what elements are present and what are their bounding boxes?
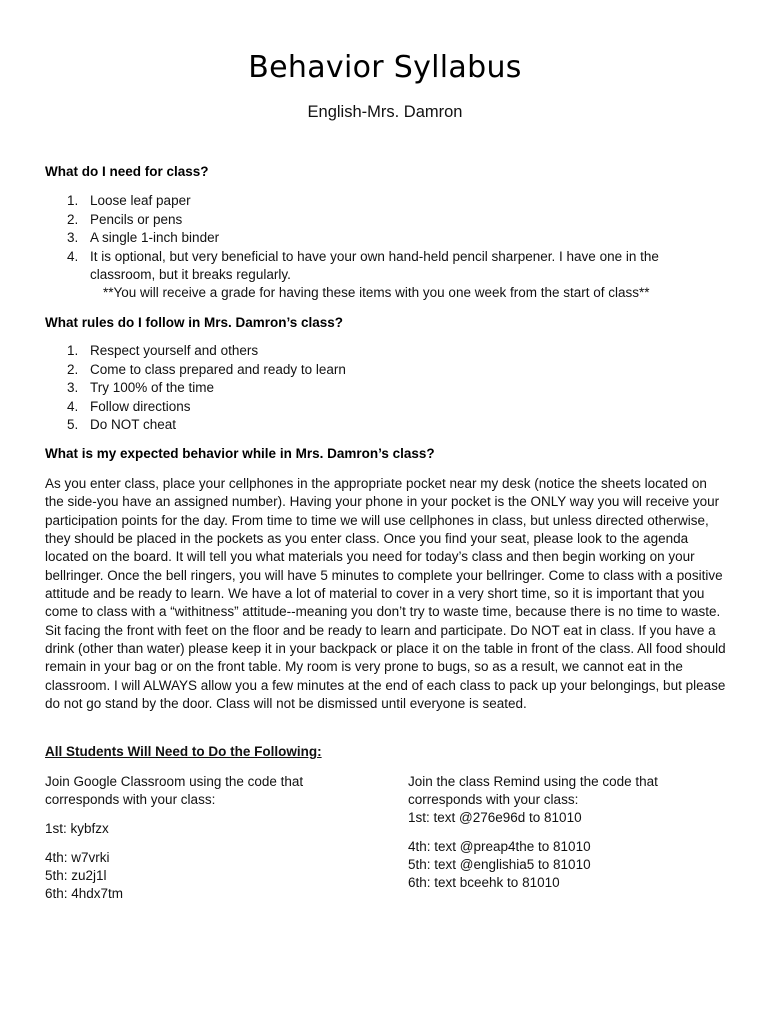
class-code: 6th: text bceehk to 81010 [408, 875, 560, 890]
list-item: 3. A single 1-inch binder [67, 230, 220, 245]
list-item: 4. Follow directions [67, 398, 191, 414]
section-heading-rules: What rules do I follow in Mrs. Damron’s class? [45, 315, 344, 330]
class-code: 5th: zu2j1l [45, 868, 107, 883]
list-item: 3. Try 100% of the time [67, 380, 215, 395]
class-code: 6th: 4hdx7tm [45, 886, 124, 901]
document-subtitle: English-Mrs. Damron [307, 103, 463, 121]
class-code: 4th: text @preap4the to 81010 [408, 839, 591, 854]
behavior-text: As you enter class, place your cellphones in the appropriate pocket near my desk (notice the sheets located on the side-you have an assigned number). Having your phone in your pocket is the ONLY way you will receive your participation points for the day. From time to time we will use cellphones in class, but unless directed otherwise, they should be placed in the pockets as you enter class. Once you find your seat, please look to the agenda located on the board. It will tell you what materials you need for today’s class and then begin working on your bellringer. Once the bell ringers, you will have 5 minutes to complete your bellringer. Come to class with a positive attitude and be ready to learn. We have a lot of material to cover in a very short time, so it is important that you come to class with a “withitness” attitude--meaning you don’t try to waste time, because there is no time to waste. Sit facing the front with feet on the floor and be ready to learn and participate. Do NOT eat in class. If you have a drink (other than water) please keep it in your backpack or place it on the table in front of the class. All food should remain in your bag or on the front table. My room is very prone to bugs, so as a result, we cannot eat in the classroom. I will ALWAYS allow you a few minutes at the end of each class to pack up your belongings, but please do not go stand by the door. Class will not be dismissed until everyone is seated. [45, 476, 726, 712]
google-classroom-intro: Join Google Classroom using the code that corresponds with your class: [45, 774, 304, 807]
behavior-paragraph [45, 475, 727, 713]
class-code: 1st: kybfzx [45, 821, 109, 836]
list-item: 4. It is optional, but very beneficial to have your own hand-held pencil sharpener. I have one in the classroom, but it breaks regularly. [67, 248, 659, 282]
class-code: 4th: w7vrki [45, 850, 110, 865]
list-item: 2. Come to class prepared and ready to learn [67, 361, 346, 377]
section-heading-behavior: What is my expected behavior while in Mrs. Damron’s class? [45, 446, 435, 461]
list-item: 2. Pencils or pens [67, 211, 183, 227]
section-heading-supplies: What do I need for class? [45, 164, 209, 179]
remind-column [408, 773, 738, 892]
list-item: 1. Loose leaf paper [67, 193, 191, 208]
list-item: 1. Respect yourself and others [67, 343, 259, 358]
document-title: Behavior Syllabus [248, 50, 522, 85]
supplies-list [45, 192, 735, 285]
supplies-note: **You will receive a grade for having these items with you one week from the start of class** [103, 285, 650, 300]
class-code: 5th: text @englishia5 to 81010 [408, 857, 591, 872]
remind-intro: Join the class Remind using the code that corresponds with your class: [408, 774, 658, 807]
list-item: 5. Do NOT cheat [67, 417, 177, 432]
class-code: 1st: text @276e96d to 81010 [408, 810, 582, 825]
google-classroom-column [45, 773, 375, 903]
section-heading-tasks: All Students Will Need to Do the Following: [45, 744, 322, 759]
rules-list [45, 342, 735, 435]
